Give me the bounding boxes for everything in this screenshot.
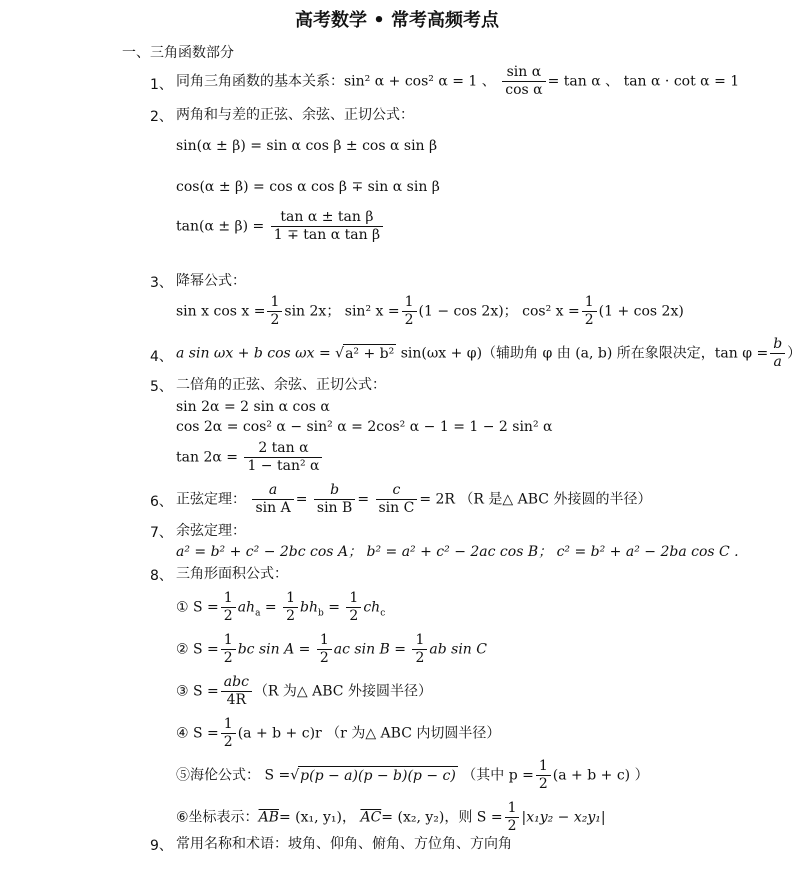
area-formula-coordinates: ⑥坐标表示：$\overline{AB}= (x_1$, y₁)， $\overline{AC}= (x_2$, y₂)，则 S = $\frac{1}{2}$ |x₁y₂ − x₂y₁| (176, 800, 606, 834)
formula-tan-sum: tan(α ± β) = $\frac{\text{tan α ± tan β}}{\text{1 ∓ tan α tan β}}$ (176, 209, 385, 244)
area-formula-1: ① S = $\frac{1}{2}$ $ah_a$ = $\frac{1}{2}$ $bh_b$ = $\frac{1}{2}$ $ch_c$ (176, 590, 386, 624)
formula-identity (176, 64, 739, 99)
formula-law-of-sines: 正弦定理： $\frac{a}{\text{sin A}}$ = $\frac{b}{\text{sin B}}$ = $\frac{c}{\text{sin C}}$ = 2R （R 是△ ABC 外接圆的半径） (176, 482, 652, 516)
formula-auxiliary-angle: a sin ωx + b cos ωx = √a² + b² sin(ωx + φ)（辅助角 φ 由 (a, b) 所在象限决定，tan φ = $\frac{b}{a}$ ） (176, 336, 801, 370)
formula-cos-sum: cos(α ± β) = cos α cos β ∓ sin α sin β (176, 179, 440, 195)
item-number: 2、 (150, 109, 173, 125)
formula-part: sin² α + cos² α = 1 、 (344, 73, 496, 90)
item-number: 6、 (150, 494, 173, 510)
section-heading: 一、三角函数部分 (122, 45, 234, 61)
item-label: 二倍角的正弦、余弦、正切公式： (176, 377, 386, 393)
area-formula-2: ② S = $\frac{1}{2}$ bc sin A = $\frac{1}{2}$ ac sin B = $\frac{1}{2}$ ab sin C (176, 632, 487, 666)
item-number: 1、 (150, 77, 173, 93)
item-number: 3、 (150, 275, 173, 291)
fraction: $\frac{\text{tan α ± tan β}}{\text{1 ∓ tan α tan β}}$ (271, 209, 383, 244)
page-title: 高考数学 • 常考高频考点 (294, 10, 500, 31)
item-label: 两角和与差的正弦、余弦、正切公式： (176, 107, 414, 123)
fraction: $\frac{\text{sin α}}{\text{cos α}}$ (502, 64, 545, 99)
item-number: 9、 (150, 838, 173, 854)
formula-sin-sum: sin(α ± β) = sin α cos β ± cos α sin β (176, 138, 438, 154)
item-number: 8、 (150, 568, 173, 584)
formula-power-reduction: sin x cos x = $\frac{1}{2}$ sin 2x； sin² x = $\frac{1}{2}$ (1 − cos 2x)； cos² x = $\frac{1}{2}$ (1 + cos 2x) (176, 294, 684, 328)
formula-law-of-cosines: a² = b² + c² − 2bc cos A； b² = a² + c² − 2ac cos B； c² = b² + a² − 2ba cos C . (176, 544, 739, 560)
formula-part: = tan α 、 tan α · cot α = 1 (547, 73, 740, 90)
formula-double-tan: tan 2α = $\frac{\text{2 tan α}}{\text{1 − tan² α}}$ (176, 440, 324, 475)
formula-double-sin: sin 2α = 2 sin α cos α (176, 399, 330, 415)
item-number: 7、 (150, 525, 173, 541)
item-number: 5、 (150, 379, 173, 395)
area-formula-3: ③ S = $\frac{\text{abc}}{4R}$ （R 为△ ABC 外接圆半径） (176, 674, 432, 708)
item-label: 常用名称和术语：坡角、仰角、俯角、方位角、方向角 (176, 836, 512, 852)
item-number: 4、 (150, 349, 173, 365)
area-formula-4: ④ S = $\frac{1}{2}$ (a + b + c)r （r 为△ ABC 内切圆半径） (176, 716, 501, 750)
item-label: 余弦定理： (176, 523, 246, 539)
item-label: 三角形面积公式： (176, 566, 288, 582)
formula-double-cos: cos 2α = cos² α − sin² α = 2cos² α − 1 = 1 − 2 sin² α (176, 419, 553, 435)
item-label: 降幂公式： (176, 273, 246, 289)
item-label: 同角三角函数的基本关系： (176, 73, 344, 90)
area-formula-heron: ⑤海伦公式： S =√p(p − a)(p − b)(p − c) （其中 p = $\frac{1}{2}$ (a + b + c) ） (176, 758, 649, 792)
